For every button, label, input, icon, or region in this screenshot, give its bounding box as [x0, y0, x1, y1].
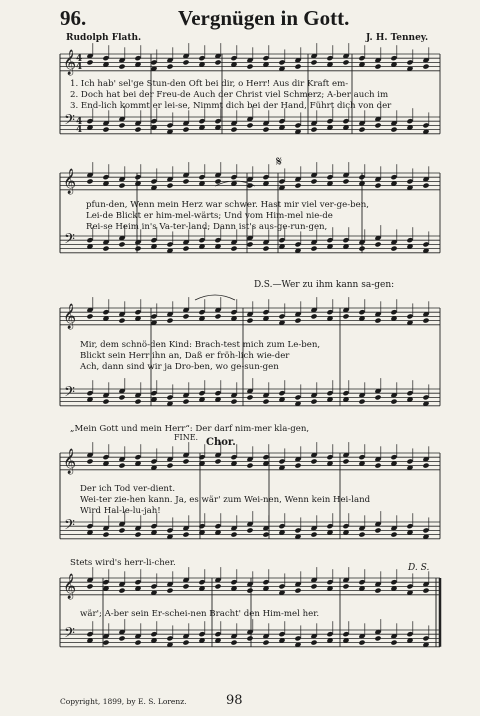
- time-signature: 4: [76, 117, 83, 127]
- arranger-credit: J. H. Tenney.: [366, 33, 429, 43]
- note-head: [342, 313, 349, 319]
- note-head: [214, 458, 221, 464]
- note-head: [374, 241, 381, 247]
- note-head: [342, 178, 349, 184]
- note-head: [182, 583, 189, 589]
- note-head: [374, 527, 381, 533]
- note-head: [262, 127, 269, 133]
- composer-credit: Rudolph Flath.: [66, 33, 142, 43]
- note-head: [358, 246, 365, 252]
- note-head: [422, 463, 429, 469]
- note-head: [246, 241, 253, 247]
- note-head: [118, 122, 125, 128]
- note-head: [230, 399, 237, 405]
- bass-clef-icon: 𝄢: [64, 625, 75, 645]
- lyric-line: „Mein Gott und mein Herr“: Der darf nim-mer kla-gen,: [70, 424, 310, 434]
- note-head: [134, 399, 141, 405]
- note-head: [118, 318, 125, 324]
- lyric-line: Der ich Tod ver-dient.: [80, 484, 176, 494]
- note-head: [166, 318, 173, 324]
- slur: [195, 295, 235, 300]
- note-head: [102, 127, 109, 133]
- note-head: [134, 127, 141, 133]
- lyric-line: Rei-se Heim in's Va-ter-land; Dann ist's aus-ge-run-gen,: [86, 222, 328, 232]
- hymn-title: Vergnügen in Gott.: [178, 6, 350, 30]
- note-head: [310, 127, 317, 133]
- note-head: [294, 183, 301, 189]
- note-head: [182, 127, 189, 133]
- lyric-line: Wird Hal-le-lu-jah!: [80, 506, 161, 516]
- note-head: [246, 588, 253, 594]
- lyric-line: Wei-ter zie-hen kann. Ja, es wär' zum Wei-nen, Wenn kein Hei-land: [80, 495, 371, 505]
- note-head: [262, 399, 269, 405]
- dal-segno-lyric: D.S.—Wer zu ihm kann sa-gen:: [254, 280, 395, 290]
- note-head: [230, 532, 237, 538]
- note-head: [230, 246, 237, 252]
- note-head: [310, 246, 317, 252]
- note-head: [342, 583, 349, 589]
- note-head: [118, 183, 125, 189]
- lyric-line: 3. End-lich kommt er lei-se, Nimmt dich bei der Hand, Führt dich von der: [70, 101, 392, 111]
- note-head: [422, 64, 429, 70]
- note-head: [166, 183, 173, 189]
- note-head: [294, 588, 301, 594]
- note-head: [230, 127, 237, 133]
- hymn-number: 96.: [60, 6, 87, 30]
- note-head: [310, 458, 317, 464]
- time-signature: 4: [76, 125, 83, 135]
- page-number: 98: [226, 693, 243, 708]
- note-head: [390, 532, 397, 538]
- note-head: [102, 399, 109, 405]
- note-head: [374, 635, 381, 641]
- note-head: [182, 178, 189, 184]
- bass-clef-icon: 𝄢: [64, 517, 75, 537]
- bass-clef-icon: 𝄢: [64, 384, 75, 404]
- note-head: [182, 458, 189, 464]
- note-head: [294, 318, 301, 324]
- treble-clef-icon: 𝄞: [63, 50, 77, 75]
- note-head: [310, 399, 317, 405]
- note-head: [310, 583, 317, 589]
- note-head: [262, 532, 269, 538]
- note-head: [134, 246, 141, 252]
- treble-clef-icon: 𝄞: [63, 574, 77, 599]
- note-head: [310, 640, 317, 646]
- note-head: [118, 588, 125, 594]
- note-head: [230, 640, 237, 646]
- note-head: [214, 59, 221, 65]
- note-head: [102, 246, 109, 252]
- lyric-line: Ach, dann sind wir ja Dro-ben, wo ge-sun-gen: [80, 362, 279, 372]
- note-head: [86, 59, 93, 65]
- note-head: [374, 122, 381, 128]
- note-head: [310, 313, 317, 319]
- note-head: [294, 463, 301, 469]
- note-head: [166, 463, 173, 469]
- segno-icon: 𝄋: [276, 154, 283, 170]
- note-head: [134, 532, 141, 538]
- note-head: [214, 583, 221, 589]
- note-head: [358, 640, 365, 646]
- note-head: [246, 394, 253, 400]
- note-head: [118, 527, 125, 533]
- note-head: [342, 458, 349, 464]
- note-head: [246, 635, 253, 641]
- note-head: [374, 588, 381, 594]
- note-head: [166, 64, 173, 70]
- note-head: [294, 64, 301, 70]
- time-signature: 4: [76, 54, 83, 64]
- note-head: [422, 318, 429, 324]
- note-head: [214, 313, 221, 319]
- note-head: [390, 246, 397, 252]
- note-head: [310, 532, 317, 538]
- chorus-label: Chor.: [206, 437, 236, 448]
- treble-clef-icon: 𝄞: [63, 304, 77, 329]
- note-head: [246, 64, 253, 70]
- note-head: [422, 183, 429, 189]
- lyric-line: 2. Doch hat bei der Freu-de Auch der Christ viel Schmerz; A-ber auch im: [70, 90, 389, 100]
- note-head: [374, 183, 381, 189]
- treble-clef-icon: 𝄞: [63, 449, 77, 474]
- note-head: [86, 583, 93, 589]
- note-head: [390, 640, 397, 646]
- note-head: [118, 241, 125, 247]
- note-head: [374, 64, 381, 70]
- note-head: [246, 318, 253, 324]
- note-head: [422, 588, 429, 594]
- note-head: [358, 399, 365, 405]
- note-head: [182, 59, 189, 65]
- lyric-line: Stets wird's herr-li-cher.: [70, 558, 176, 568]
- note-head: [310, 59, 317, 65]
- note-head: [86, 458, 93, 464]
- note-head: [166, 588, 173, 594]
- note-head: [102, 640, 109, 646]
- lyric-line: Blickt sein Herr ihn an, Daß er fröh-lich wie-der: [80, 351, 290, 361]
- treble-clef-icon: 𝄞: [63, 169, 77, 194]
- note-head: [374, 463, 381, 469]
- lyric-line: Mir, dem schnö-den Kind: Brach-test mich zum Le-ben,: [80, 340, 321, 350]
- note-head: [358, 127, 365, 133]
- note-head: [246, 527, 253, 533]
- note-head: [86, 178, 93, 184]
- note-head: [358, 532, 365, 538]
- note-head: [182, 640, 189, 646]
- note-head: [118, 394, 125, 400]
- note-head: [182, 399, 189, 405]
- note-head: [102, 532, 109, 538]
- note-head: [262, 640, 269, 646]
- note-head: [246, 463, 253, 469]
- note-head: [374, 394, 381, 400]
- fine-marking: FINE.: [174, 433, 199, 442]
- bass-clef-icon: 𝄢: [64, 231, 75, 251]
- note-head: [262, 246, 269, 252]
- lyric-line: wär'; A-ber sein Er-schei-nen Bracht' den Him-mel her.: [80, 609, 320, 619]
- note-head: [310, 178, 317, 184]
- note-head: [182, 246, 189, 252]
- lyric-line: Lei-de Blickt er him-mel-wärts; Und vom Him-mel nie-de: [86, 211, 333, 221]
- note-head: [374, 318, 381, 324]
- note-head: [134, 640, 141, 646]
- note-head: [390, 127, 397, 133]
- note-head: [118, 463, 125, 469]
- note-head: [118, 64, 125, 70]
- bass-clef-icon: 𝄢: [64, 112, 75, 132]
- lyric-line: pfun-den, Wenn mein Herz war schwer. Hast mir viel ver-ge-ben,: [86, 200, 370, 210]
- note-head: [182, 313, 189, 319]
- note-head: [246, 122, 253, 128]
- note-head: [182, 532, 189, 538]
- note-head: [118, 635, 125, 641]
- note-head: [86, 313, 93, 319]
- copyright-notice: Copyright, 1899, by E. S. Lorenz.: [60, 697, 187, 706]
- note-head: [342, 59, 349, 65]
- dal-segno-marking: D. S.: [408, 563, 430, 573]
- note-head: [390, 399, 397, 405]
- time-signature: 4: [76, 62, 83, 72]
- lyric-line: 1. Ich hab' sel'ge Stun-den Oft bei dir, o Herr! Aus dir Kraft em-: [70, 79, 349, 89]
